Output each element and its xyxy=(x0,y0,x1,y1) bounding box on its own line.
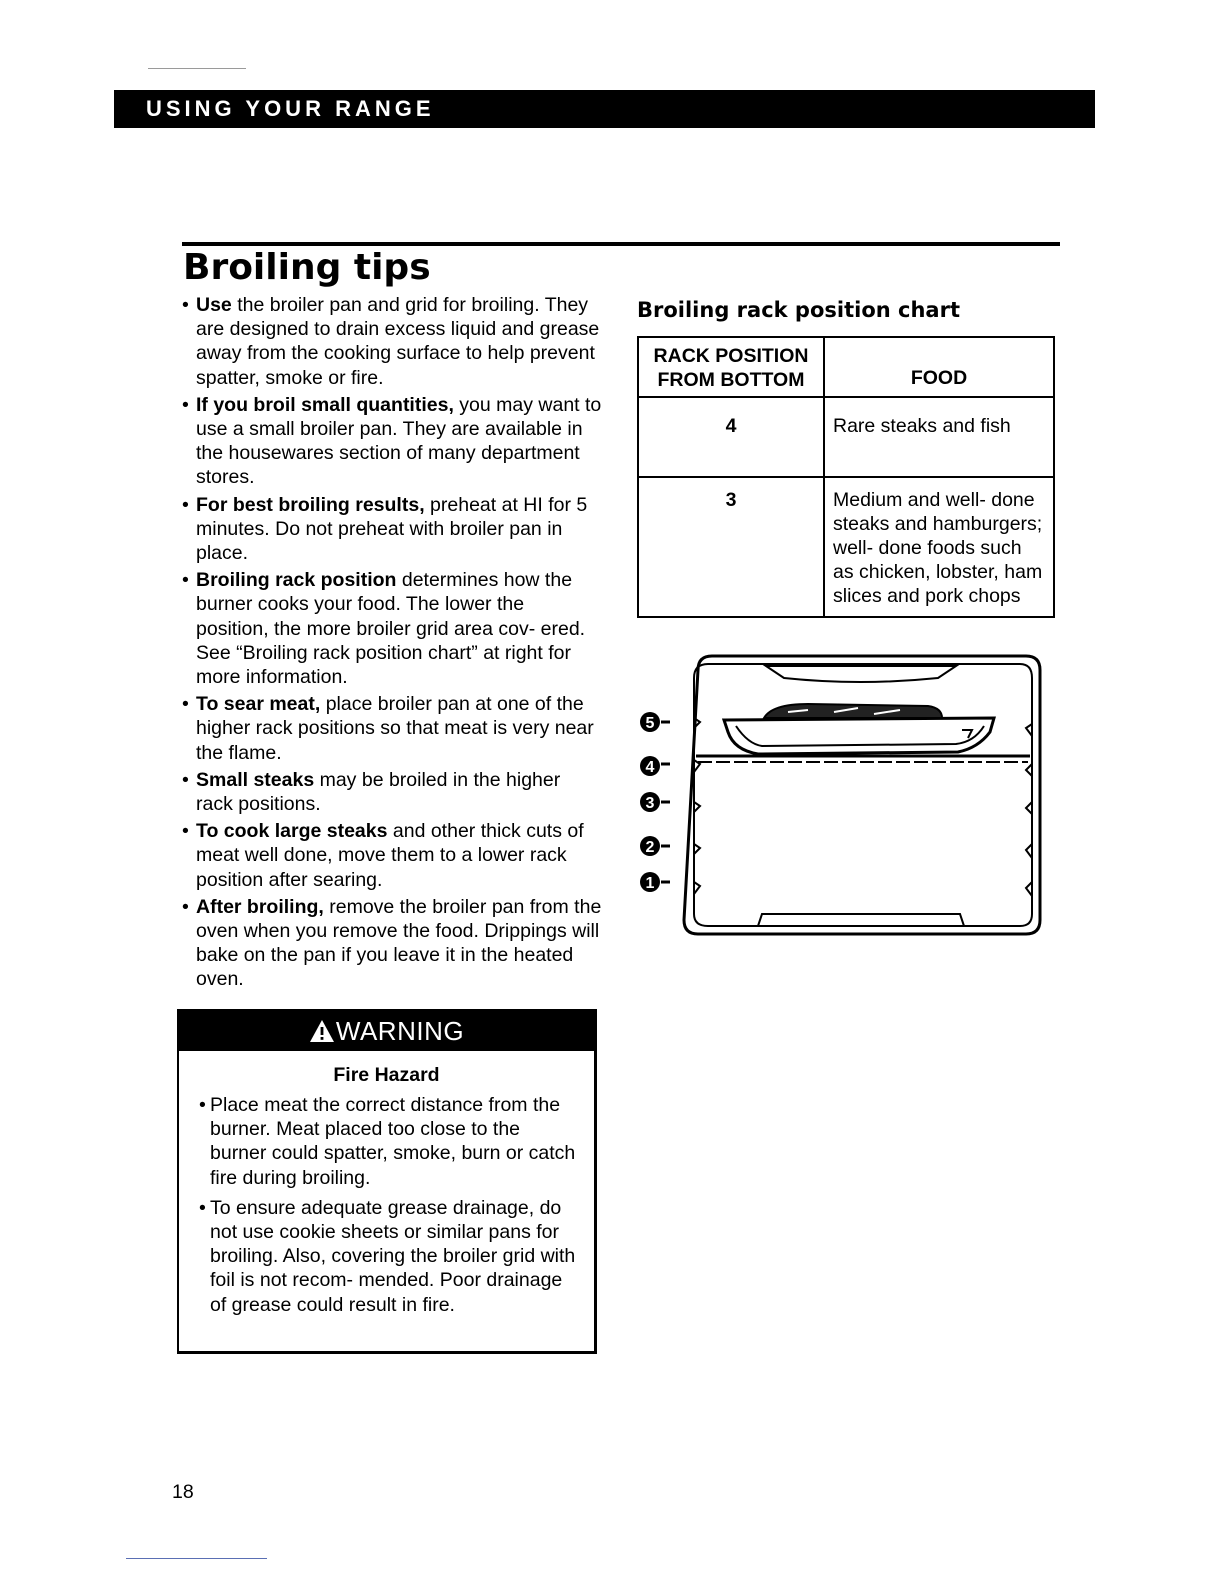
tip-item xyxy=(182,819,602,892)
oven-rack-diagram xyxy=(638,652,1046,942)
tip-text: determines how the burner cooks your food. The lower the position, the more broiler grid area cov- ered. See “Broiling rack position chart” at right for more information. xyxy=(196,569,586,689)
tip-lead: To sear meat, xyxy=(196,693,321,716)
tip-lead: To cook large steaks xyxy=(196,820,388,843)
tip-text: the broiler pan and grid for broiling. They are designed to drain excess liquid and grease away from the cooking surface to help prevent spatter, smoke or fire. xyxy=(196,294,600,389)
column-header-rack-position: RACK POSITION FROM BOTTOM xyxy=(638,337,824,397)
broiler-pan xyxy=(724,704,994,754)
table-row xyxy=(638,477,1054,617)
oven-cavity-outline xyxy=(684,656,1040,934)
rack-number-text: 3 xyxy=(645,795,655,812)
tip-item xyxy=(182,493,602,566)
rack-label-5 xyxy=(640,712,670,732)
bake-element xyxy=(758,914,964,926)
page-title: Broiling tips xyxy=(183,247,431,288)
rack-position-table xyxy=(637,336,1055,618)
rack-number-text: 4 xyxy=(645,759,655,776)
tip-text: you may want to use a small broiler pan. They are available in the housewares section of many department stores. xyxy=(196,393,602,489)
tip-text: and other thick cuts of meat well done, move them to a lower rack position after searing. xyxy=(196,820,584,891)
oven-cavity-inner xyxy=(694,664,1032,926)
tip-item xyxy=(182,768,602,816)
warning-item: • Place meat the correct distance from the burner. Meat placed too close to the burner could spatter, smoke, burn or catch fire during broiling. xyxy=(199,1093,579,1190)
warning-list xyxy=(179,1093,579,1317)
rack-position-cell: 4 xyxy=(638,397,824,477)
tip-item xyxy=(182,293,602,390)
warning-box xyxy=(177,1009,597,1354)
food-cell: Medium and well- done steaks and hamburgers; well- done foods such as chicken, lobster, ham slices and pork chops xyxy=(824,477,1054,617)
tip-lead: Small steaks xyxy=(196,768,315,791)
table-row xyxy=(638,397,1054,477)
tip-item xyxy=(182,692,602,765)
tip-text: may be broiled in the higher rack positions. xyxy=(196,768,561,816)
tip-lead: If you broil small quantities, xyxy=(196,393,454,416)
section-header-bar: USING YOUR RANGE xyxy=(114,90,1095,128)
rack-label-1 xyxy=(640,872,670,892)
chart-title: Broiling rack position chart xyxy=(637,298,960,322)
tip-text: place broiler pan at one of the higher rack positions so that meat is very near the flame. xyxy=(196,693,594,764)
scan-artifact-line xyxy=(126,1558,267,1559)
tip-lead: Use xyxy=(196,294,232,316)
rack-number-text: 1 xyxy=(645,875,655,892)
rack-label-2 xyxy=(640,836,670,856)
rack-number-text: 2 xyxy=(645,839,655,856)
tip-text: preheat at HI for 5 minutes. Do not preheat with broiler pan in place. xyxy=(196,493,588,565)
rack-label-3 xyxy=(640,792,670,812)
hazard-title: Fire Hazard xyxy=(333,1064,440,1086)
rack-position-labels xyxy=(640,712,670,892)
rack-position-cell: 3 xyxy=(638,477,824,617)
tip-lead: For best broiling results, xyxy=(196,493,425,516)
table-header-row xyxy=(638,337,1054,397)
warning-label: WARNING xyxy=(335,1015,465,1046)
scan-artifact-line xyxy=(148,68,246,69)
page-number: 18 xyxy=(172,1481,194,1503)
rack-label-4 xyxy=(640,756,670,776)
warning-item: • To ensure adequate grease drainage, do not use cookie sheets or similar pans for broiling. Also, covering the broiler grid with foil is not recom- mended. Poor drainage of grease could result in fire. xyxy=(199,1196,579,1317)
tip-item xyxy=(182,568,602,689)
warning-triangle-icon xyxy=(309,1019,335,1043)
tip-lead: Broiling rack position xyxy=(196,569,397,592)
tip-text: remove the broiler pan from the oven when you remove the food. Drippings will bake on the pan if you leave it in the heated oven. xyxy=(196,895,602,991)
broiler-burner xyxy=(766,666,956,682)
column-header-food: FOOD xyxy=(824,337,1054,397)
tip-item xyxy=(182,895,602,992)
rack-number-text: 5 xyxy=(645,715,655,732)
tip-lead: After broiling, xyxy=(196,895,324,918)
tip-item xyxy=(182,393,602,490)
food-cell: Rare steaks and fish xyxy=(824,397,1054,477)
broiling-tips-list xyxy=(182,293,602,995)
warning-banner xyxy=(179,1011,594,1051)
